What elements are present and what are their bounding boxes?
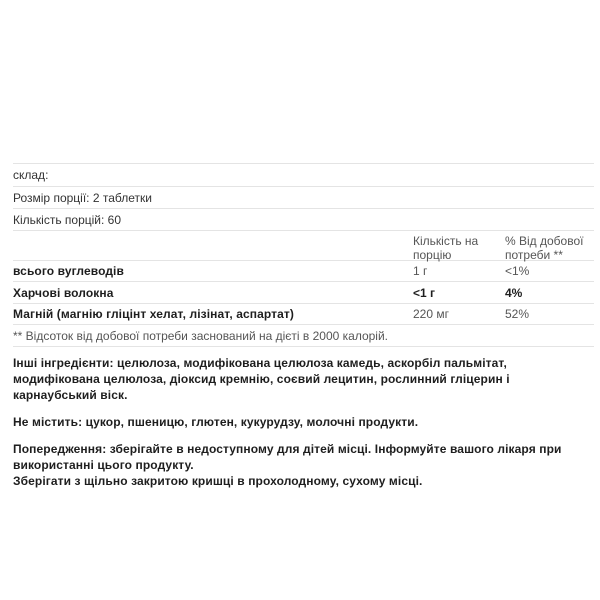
- nutrient-dv: 4%: [505, 285, 523, 300]
- nutrient-amount: 1 г: [413, 264, 428, 278]
- warning-paragraph-line1: Попередження: зберігайте в недоступному для дітей місці. Інформуйте вашого лікаря при використанні цього продукту.: [13, 442, 562, 472]
- does-not-contain-paragraph: Не містить: цукор, пшеницю, глютен, кукурудзу, молочні продукти.: [13, 415, 419, 429]
- table-row-dietary-fiber: [13, 282, 594, 304]
- table-row-servings-count: [13, 209, 594, 231]
- table-row-magnesium: [13, 304, 594, 325]
- other-ingredients-paragraph: Інші інгредієнти: целюлоза, модифікована целюлоза камедь, аскорбіл пальмітат, модифікована целюлоза, діоксид кремнію, соєвий лецитин, рослинний гліцерин і карнаубський віск.: [13, 356, 510, 402]
- table-header-row: [13, 231, 594, 261]
- nutrient-amount: <1 г: [413, 285, 436, 300]
- nutrient-name: всього вуглеводів: [13, 264, 124, 278]
- nutrient-dv: 52%: [505, 307, 530, 321]
- header-daily-value: % Від добової потреби **: [505, 234, 584, 262]
- table-row-composition: [13, 164, 594, 187]
- supplement-facts-table: [13, 163, 594, 347]
- nutrient-name: Харчові волокна: [13, 285, 114, 300]
- nutrient-name: Магній (магнію гліцінт хелат, лізінат, аспартат): [13, 307, 294, 321]
- table-row-total-carbs: [13, 261, 594, 282]
- composition-label: склад:: [13, 168, 49, 182]
- table-footnote-row: [13, 325, 594, 347]
- supplement-facts-section: [13, 163, 594, 489]
- table-row-serving-size: [13, 187, 594, 209]
- header-amount-per-serving: Кількість на порцію: [413, 234, 479, 262]
- nutrient-dv: <1%: [505, 264, 530, 278]
- serving-size-label: Розмір порції: 2 таблетки: [13, 190, 152, 205]
- servings-count-label: Кількість порцій: 60: [13, 212, 122, 227]
- warning-paragraph-line2: Зберігати з щільно закритою кришці в прохолодному, сухому місці.: [13, 474, 423, 488]
- nutrient-amount: 220 мг: [413, 307, 449, 321]
- daily-value-footnote: ** Відсоток від добової потреби заснований на дієті в 2000 калорій.: [13, 328, 389, 343]
- product-notes: [13, 355, 594, 489]
